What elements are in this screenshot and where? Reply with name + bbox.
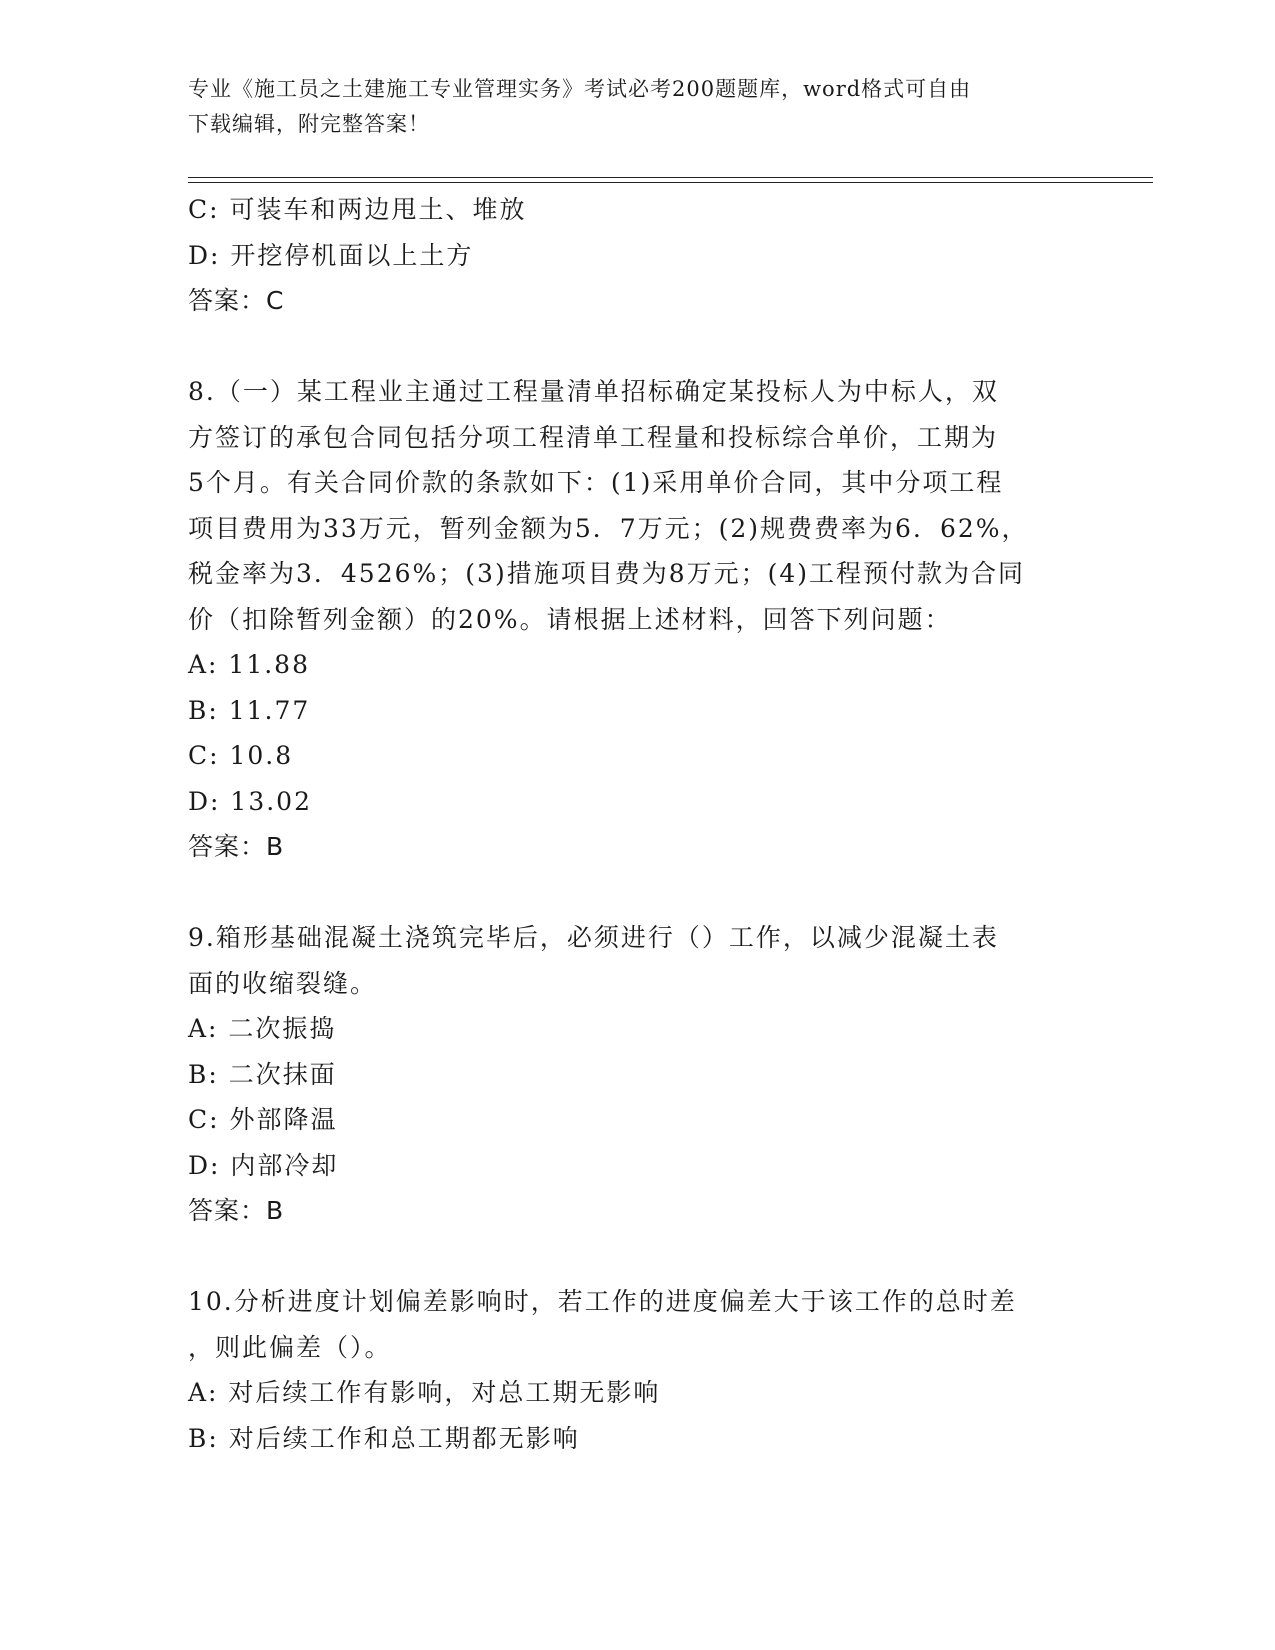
q8-stem-line: 方签订的承包合同包括分项工程清单工程量和投标综合单价，工期为 <box>188 422 999 452</box>
header-line-2: 下载编辑，附完整答案！ <box>188 112 430 136</box>
q8-answer: 答案：B <box>188 832 285 861</box>
q8-stem-line: 5个月。有关合同价款的条款如下：(1)采用单价合同，其中分项工程 <box>188 468 1004 497</box>
spacer <box>188 870 1088 916</box>
question-7-tail <box>188 187 1088 324</box>
q9-stem-line: 面的收缩裂缝。 <box>188 968 378 998</box>
q7-answer: 答案：C <box>188 286 285 315</box>
question-content <box>188 187 1088 1461</box>
q9-option-d: D: 内部冷却 <box>188 1150 339 1180</box>
q8-option-b: B: 11.77 <box>188 695 311 725</box>
q8-stem-line: 价（扣除暂列金额）的20%。请根据上述材料，回答下列问题： <box>188 604 952 634</box>
q7-option-c: C: 可装车和两边甩土、堆放 <box>188 195 527 224</box>
q9-option-c: C: 外部降温 <box>188 1105 338 1134</box>
q10-option-a: A: 对后续工作有影响，对总工期无影响 <box>188 1378 661 1407</box>
question-10 <box>188 1279 1088 1461</box>
question-8 <box>188 369 1088 870</box>
q9-stem-line: 9.箱形基础混凝土浇筑完毕后，必须进行（）工作，以减少混凝土表 <box>188 923 999 952</box>
spacer <box>188 324 1088 370</box>
q8-stem-line: 8.（一）某工程业主通过工程量清单招标确定某投标人为中标人，双 <box>188 377 999 406</box>
q8-option-d: D: 13.02 <box>188 786 312 816</box>
document-header <box>188 72 1068 142</box>
header-line-1: 专业《施工员之土建施工专业管理实务》考试必考200题题库，word格式可自由 <box>188 77 972 101</box>
q7-option-d: D: 开挖停机面以上土方 <box>188 240 474 270</box>
header-divider-bottom <box>188 182 1153 183</box>
question-9 <box>188 915 1088 1234</box>
q9-option-b: B: 二次抹面 <box>188 1059 337 1089</box>
q8-stem-line: 税金率为3．4526%；(3)措施项目费为8万元；(4)工程预付款为合同 <box>188 559 1026 588</box>
q10-stem-line: 10.分析进度计划偏差影响时，若工作的进度偏差大于该工作的总时差 <box>188 1287 1017 1316</box>
q10-stem-line: ，则此偏差（）。 <box>188 1332 392 1362</box>
q9-answer: 答案：B <box>188 1196 285 1225</box>
q9-option-a: A: 二次振捣 <box>188 1014 337 1043</box>
spacer <box>188 1234 1088 1280</box>
header-divider-top <box>188 177 1153 178</box>
q8-option-a: A: 11.88 <box>188 650 310 679</box>
q8-stem-line: 项目费用为33万元，暂列金额为5．7万元；(2)规费费率为6．62%， <box>188 513 1029 543</box>
q8-option-c: C: 10.8 <box>188 741 294 770</box>
q10-option-b: B: 对后续工作和总工期都无影响 <box>188 1423 580 1453</box>
